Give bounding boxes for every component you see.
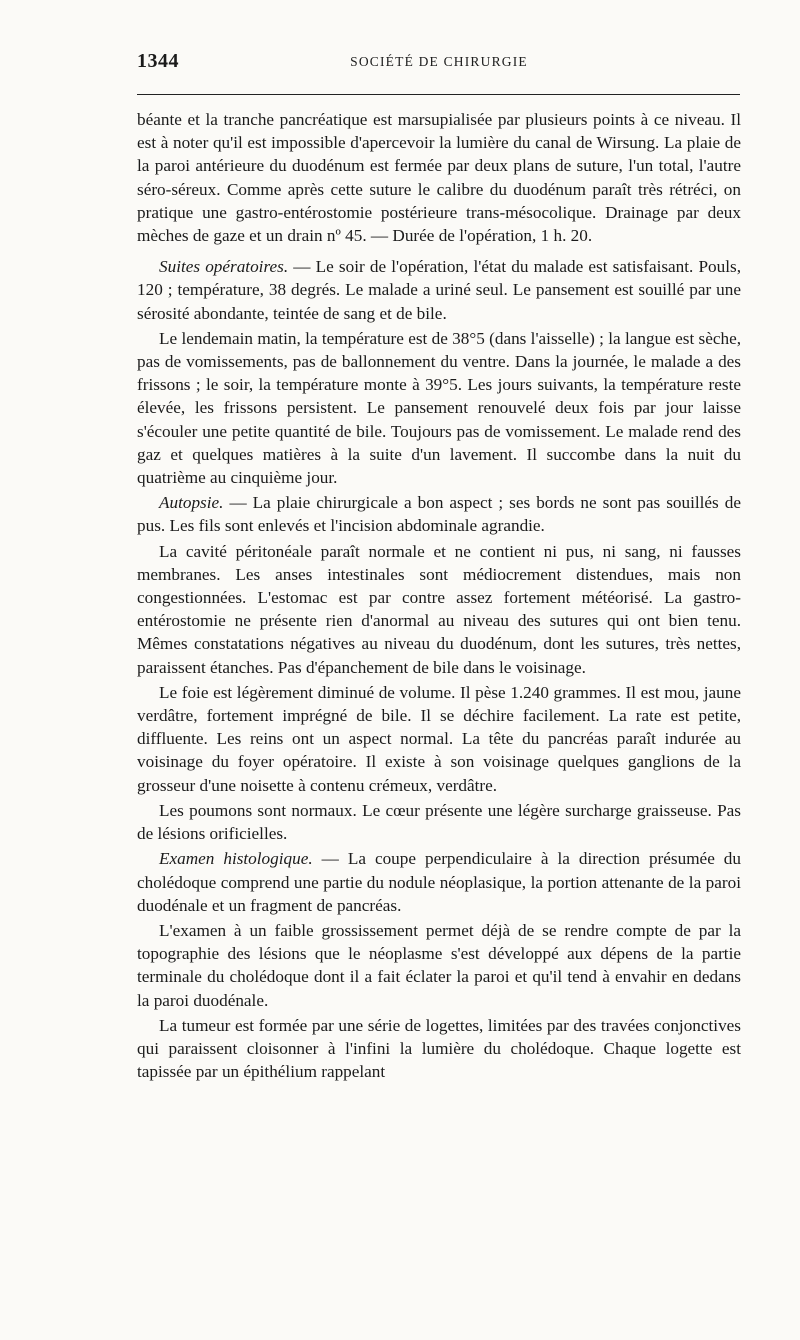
header-rule <box>137 94 740 95</box>
paragraph-text: La cavité péritonéale paraît normale et ne contient ni pus, ni sang, ni fausses membranes. Les anses intestinales sont médiocrement distendues, mais non congestionnées. L'estomac est par contre assez fortement météorisé. La gastro-entérostomie ne présente rien d'anormal au niveau des sutures qui ont bien tenu. Mêmes constatations négatives au niveau du duodénum, dont les sutures, très nettes, paraissent étanches. Pas d'épanchement de bile dans le voisinage. <box>137 541 741 677</box>
paragraph <box>137 1014 741 1084</box>
section-lead: Suites opératoires. <box>159 257 289 277</box>
paragraph <box>137 919 741 1012</box>
paragraph <box>137 255 741 325</box>
section-lead: Examen histologique. <box>159 849 313 869</box>
paragraph-text: — La plaie chirurgicale a bon aspect ; ses bords ne sont pas souillés de pus. Les fils sont enlevés et l'incision abdominale agrandie. <box>137 493 741 536</box>
paragraph <box>137 847 741 917</box>
running-title: SOCIÉTÉ DE CHIRURGIE <box>350 54 528 69</box>
paragraph-text: Les poumons sont normaux. Le cœur présente une légère surcharge graisseuse. Pas de lésions orificielles. <box>137 800 741 844</box>
paragraph-text: — La coupe perpendiculaire à la direction présumée du cholédoque comprend une partie du nodule néoplasique, la portion attenante de la paroi duodénale et un fragment de pancréas. <box>137 849 741 915</box>
body-text <box>137 108 741 1085</box>
paragraph-text: Le foie est légèrement diminué de volume. Il pèse 1.240 grammes. Il est mou, jaune verdâtre, fortement imprégné de bile. Il se déchire facilement. La rate est petite, diffluente. Les reins ont un aspect normal. La tête du pancréas paraît indurée au voisinage du foyer opératoire. Il existe à son voisinage quelques ganglions de la grosseur d'une noisette à contenu crémeux, verdâtre. <box>137 682 741 795</box>
paragraph-text: béante et la tranche pancréatique est marsupialisée par plusieurs points à ce niveau. Il est à noter qu'il est impossible d'apercevoir la lumière du canal de Wirsung. La plaie de la paroi antérieure du duodénum est fermée par deux plans de suture, l'un total, l'autre séro-séreux. Comme après cette suture le calibre du duodénum paraît très rétréci, on pratique une gastro-entérostomie postérieure trans-mésocolique. Drainage par deux mèches de gaze et un drain nº 45. — Durée de l'opération, 1 h. 20. <box>137 110 741 246</box>
paragraph <box>137 681 741 797</box>
paragraph <box>137 799 741 845</box>
paragraph <box>137 491 741 537</box>
paragraph-text: La tumeur est formée par une série de logettes, limitées par des travées conjonctives qui paraissent cloisonner à l'infini la lumière du cholédoque. Chaque logette est tapissée par un épithélium rappelant <box>137 1015 741 1082</box>
paragraph-text: — Le soir de l'opération, l'état du malade est satisfaisant. Pouls, 120 ; température, 38 degrés. Le malade a uriné seul. Le pansement est souillé par une sérosité abondante, teintée de sang et de bile. <box>137 257 741 323</box>
paragraph-text: L'examen à un faible grossissement permet déjà de se rendre compte de par la topographie des lésions que le néoplasme s'est développé aux dépens de la partie terminale du cholédoque dont il a fait éclater la paroi et qu'il tend à envahir en dedans la paroi duodénale. <box>137 920 741 1010</box>
page-header <box>137 50 741 76</box>
paragraph <box>137 327 741 489</box>
page-number: 1344 <box>137 50 179 72</box>
paragraph-text: Le lendemain matin, la température est de 38°5 (dans l'aisselle) ; la langue est sèche, pas de vomissements, pas de ballonnement du ventre. Dans la journée, le malade a des frissons ; le soir, la température monte à 39°5. Les jours suivants, la température reste élevée, les frissons persistent. Le pansement renouvelé deux fois par jour laisse s'écouler une petite quantité de bile. Toujours pas de vomissement. Le malade rend des gaz et quelques matières à la suite d'un lavement. Il succombe dans la nuit du quatrième au cinquième jour. <box>137 328 741 488</box>
paragraph <box>137 108 741 247</box>
section-lead: Autopsie. <box>159 493 224 513</box>
paragraph <box>137 540 741 679</box>
